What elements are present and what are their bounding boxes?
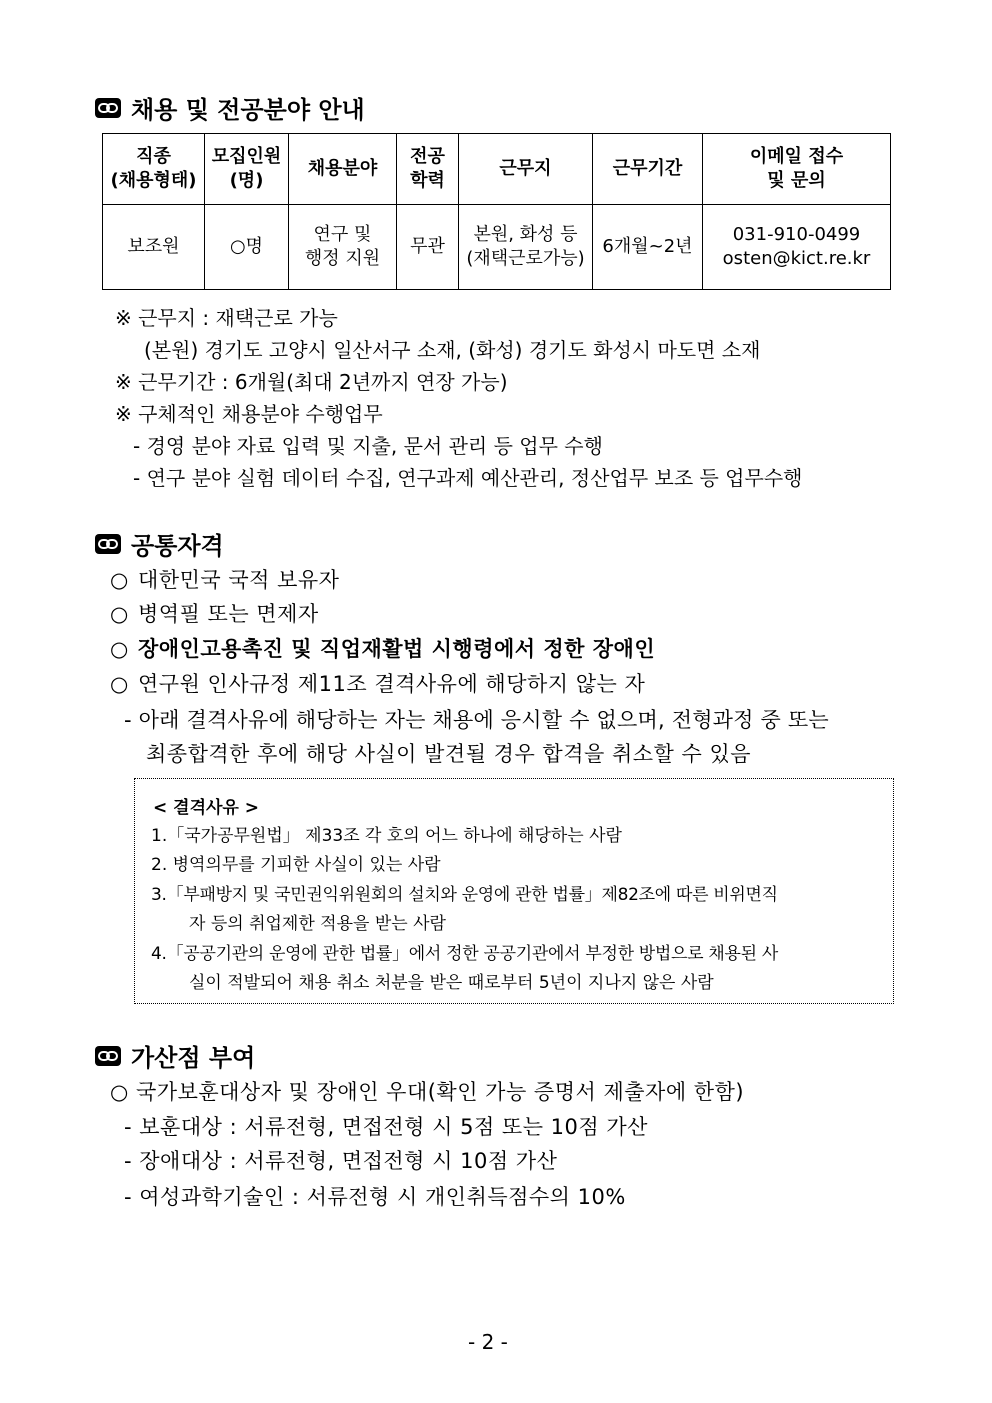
section-title-text: 공통자격 [131, 532, 224, 560]
note-duty-research: - 연구 분야 실험 데이터 수집, 연구과제 예산관리, 정산업무 보조 등 업무수행 [133, 466, 803, 490]
section-title-bonus-points [95, 1038, 255, 1073]
header-cell-contact: 이메일 접수 및 문의 [703, 134, 891, 205]
note-duty-admin: - 경영 분야 자료 입력 및 지출, 문서 관리 등 업무 수행 [133, 434, 603, 458]
box-title: < 결격사유 > [153, 798, 260, 818]
bullet-circle: ○ [110, 568, 129, 592]
section-title-qualifications [95, 526, 224, 561]
cell-location: 본원, 화성 등 (재택근로가능) [459, 205, 593, 290]
section-title-text: 채용 및 전공분야 안내 [131, 96, 365, 124]
list-item: ○ 대한민국 국적 보유자 [110, 568, 340, 592]
cell-contact: 031-910-0499 osten@kict.re.kr [703, 205, 891, 290]
section-title-text: 가산점 부여 [131, 1044, 256, 1072]
box-line: 3.「부패방지 및 국민권익위원회의 설치와 운영에 관한 법률」제82조에 따른 비위면직 [151, 885, 778, 905]
box-line: 자 등의 취업제한 적용을 받는 사람 [189, 914, 446, 934]
header-cell-location: 근무지 [459, 134, 593, 205]
note-workplace-detail: (본원) 경기도 고양시 일산서구 소재, (화성) 경기도 화성시 마도면 소재 [144, 338, 761, 362]
link-icon [95, 534, 121, 554]
header-cell-headcount: 모집인원 (명) [205, 134, 289, 205]
cell-education: 무관 [397, 205, 459, 290]
list-item: ○ 병역필 또는 면제자 [110, 602, 319, 626]
list-item: ○ 연구원 인사규정 제11조 결격사유에 해당하지 않는 자 [110, 672, 646, 696]
cell-headcount: ○명 [205, 205, 289, 290]
cell-period: 6개월~2년 [593, 205, 703, 290]
header-cell-period: 근무기간 [593, 134, 703, 205]
bullet-circle: ○ [110, 637, 129, 661]
header-cell-field: 채용분야 [289, 134, 397, 205]
link-icon [95, 1046, 121, 1066]
table-header-row [103, 134, 891, 205]
link-icon [95, 98, 121, 118]
cell-field: 연구 및 행정 지원 [289, 205, 397, 290]
box-line: 4.「공공기관의 운영에 관한 법률」에서 정한 공공기관에서 부정한 방법으로 채용된 사 [151, 944, 778, 964]
list-item: ○ 장애인고용촉진 및 직업재활법 시행령에서 정한 장애인 [110, 637, 656, 661]
note-workplace: ※ 근무지 : 재택근로 가능 [115, 306, 338, 330]
bullet-circle: ○ [110, 672, 129, 696]
header-cell-education: 전공 학력 [397, 134, 459, 205]
disqualification-note-line2: 최종합격한 후에 해당 사실이 발견될 경우 합격을 취소할 수 있음 [146, 742, 752, 766]
table-row [103, 205, 891, 290]
section-title-recruitment [95, 90, 365, 125]
cell-job-type: 보조원 [103, 205, 205, 290]
bullet-circle: ○ [110, 602, 129, 626]
note-duties: ※ 구체적인 채용분야 수행업무 [115, 402, 383, 426]
recruitment-table [102, 133, 891, 290]
header-cell-job-type: 직종 (채용형태) [103, 134, 205, 205]
box-line: 2. 병역의무를 기피한 사실이 있는 사람 [151, 855, 441, 875]
disqualification-note-line1: - 아래 결격사유에 해당하는 자는 채용에 응시할 수 없으며, 전형과정 중 또는 [124, 708, 829, 732]
disqualification-box [134, 778, 894, 1004]
bonus-disabled: - 장애대상 : 서류전형, 면접전형 시 10점 가산 [124, 1149, 558, 1173]
box-line: 실이 적발되어 채용 취소 처분을 받은 때로부터 5년이 지나지 않은 사람 [189, 973, 714, 993]
box-line: 1.「국가공무원법」 제33조 각 호의 어느 하나에 해당하는 사람 [151, 826, 622, 846]
note-period: ※ 근무기간 : 6개월(최대 2년까지 연장 가능) [115, 370, 508, 394]
page-number: - 2 - [468, 1330, 508, 1354]
bonus-veterans: - 보훈대상 : 서류전형, 면접전형 시 5점 또는 10점 가산 [124, 1115, 648, 1139]
bonus-women-scientists: - 여성과학기술인 : 서류전형 시 개인취득점수의 10% [124, 1185, 626, 1209]
bonus-preference: ○ 국가보훈대상자 및 장애인 우대(확인 가능 증명서 제출자에 한함) [110, 1080, 745, 1104]
